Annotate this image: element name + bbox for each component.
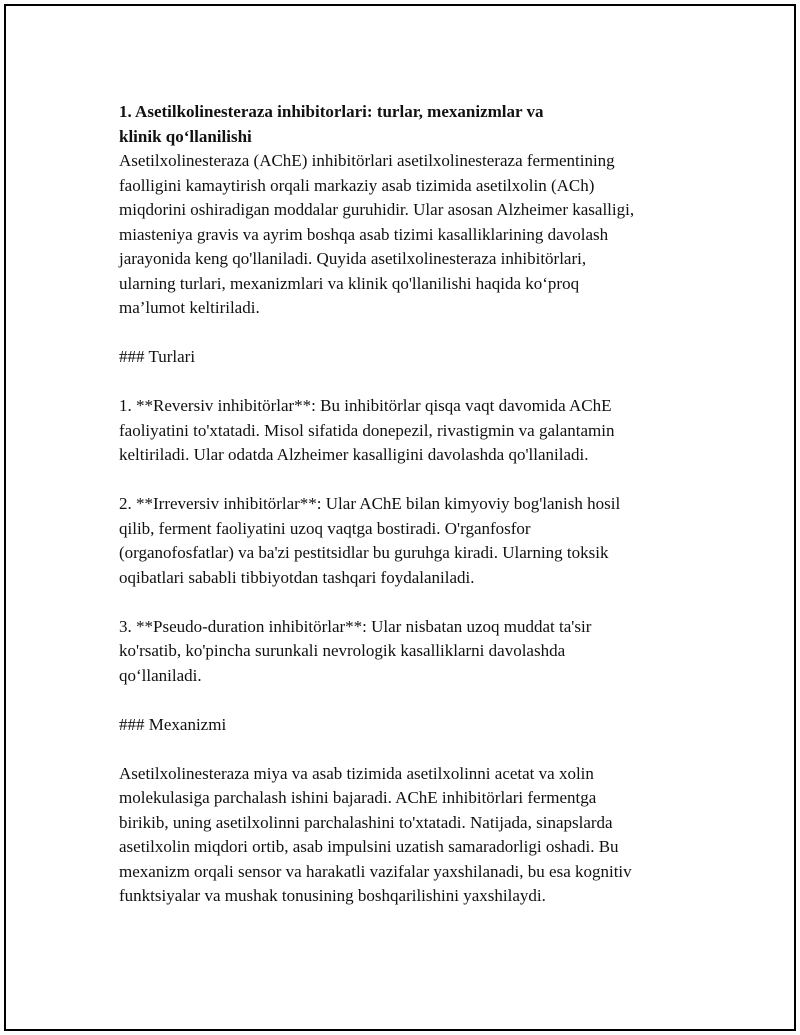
- spacer: [119, 688, 699, 713]
- document-body: [119, 100, 699, 909]
- section-heading-mexanizmi: ### Mexanizmi: [119, 714, 227, 734]
- spacer: [119, 321, 699, 346]
- section-heading-turlari: ### Turlari: [119, 347, 196, 366]
- mechanism-paragraph: Asetilxolinesteraza miya va asab tizimida asetilxolinni acetat va xolin molekulasiga parchalash ishini bajaradi. AChE inhibitörlari fermentga birikib, uning asetilxolinni parchalashini to'xtatadi. Natijada, sinapslarda asetilxolin miqdori ortib, asab impulsini uzatish samaradorligi oshadi. Bu mexanizm orqali sensor va harakatli vazifalar yaxshilanadi, bu esa kognitiv funktsiyalar va mushak tonusining boshqarilishini yaxshilaydi.: [119, 763, 632, 905]
- spacer: [119, 590, 699, 615]
- spacer: [119, 468, 699, 493]
- page-frame: [4, 4, 796, 1031]
- intro-paragraph: Asetilxolinesteraza (AChE) inhibitörlari asetilxolinesteraza fermentining faolligini kamaytirish orqali markaziy asab tizimida asetilxolin (ACh) miqdorini oshiradigan moddalar guruhidir. Ular asosan Alzheimer kasalligi, miasteniya gravis va ayrim boshqa asab tizimi kasalliklarining davolash jarayonida keng qo'llaniladi. Quyida asetilxolinesteraza inhibitörlari, ularning turlari, mexanizmlari va klinik qo'llanilishi haqida ko‘proq ma’lumot keltiriladi.: [119, 151, 635, 317]
- list-item-reversiv: 1. **Reversiv inhibitörlar**: Bu inhibitörlar qisqa vaqt davomida AChE faoliyatini to'xtatadi. Misol sifatida donepezil, rivastigmin va galantamin keltiriladi. Ular odatda Alzheimer kasalligini davolashda qo'llaniladi.: [119, 396, 615, 464]
- spacer: [119, 737, 699, 762]
- list-item-pseudo-duration: 3. **Pseudo-duration inhibitörlar**: Ular nisbatan uzoq muddat ta'sir ko'rsatib, ko'pincha surunkali nevrologik kasalliklarni davolashda qo‘llaniladi.: [119, 616, 592, 685]
- list-item-irreversiv: 2. **Irreversiv inhibitörlar**: Ular AChE bilan kimyoviy bog'lanish hosil qilib, ferment faoliyatini uzoq vaqtga bostiradi. O'rganfosfor (organofosfatlar) va ba'zi pestitsidlar bu guruhga kiradi. Ularning toksik oqibatlari sababli tibbiyotdan tashqari foydalaniladi.: [119, 494, 621, 587]
- document-title: 1. Asetilkolinesteraza inhibitorlari: turlar, mexanizmlar va klinik qo‘llanilishi: [119, 102, 544, 146]
- spacer: [119, 370, 699, 395]
